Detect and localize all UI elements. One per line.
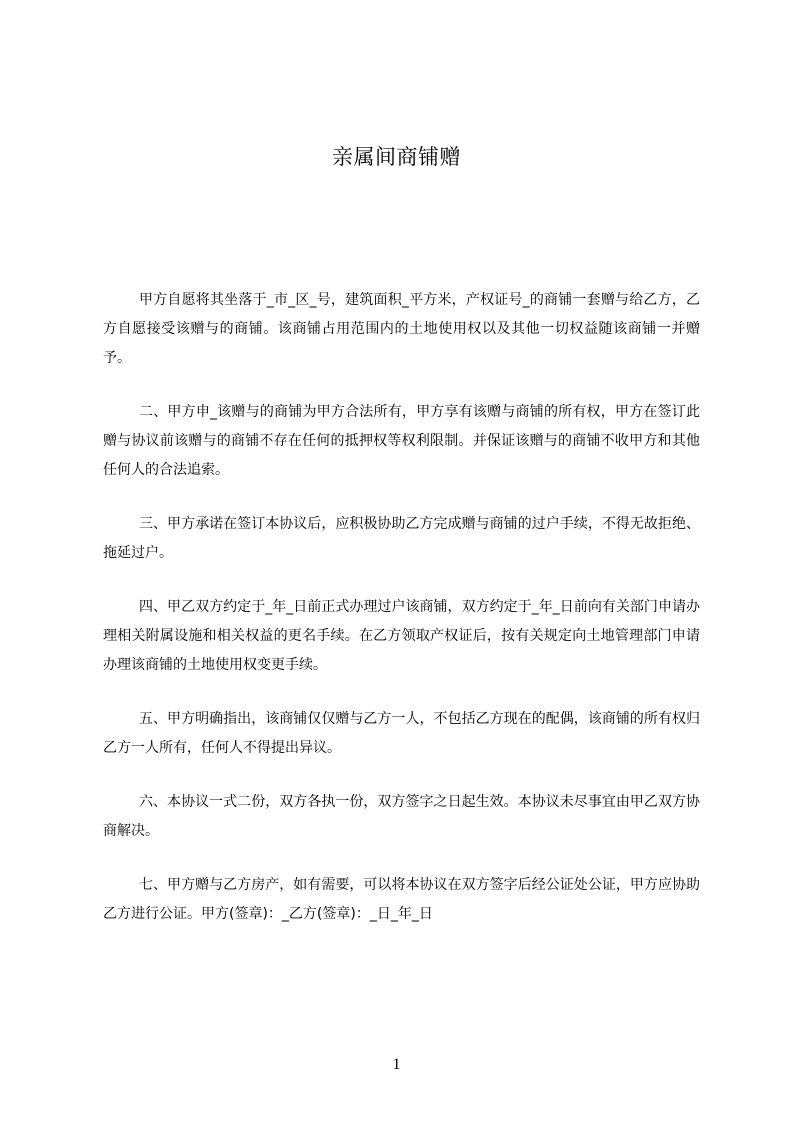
paragraph-2: 二、甲方申_该赠与的商铺为甲方合法所有，甲方享有该赠与商铺的所有权，甲方在签订此赠与协议前该赠与的商铺不存在任何的抵押权等权利限制。并保证该赠与的商铺不收甲方和其他任何人的合法追索。 <box>103 404 700 478</box>
paragraph-1: 甲方自愿将其坐落于_市_区_号，建筑面积_平方米，产权证号_的商铺一套赠与给乙方，乙方自愿接受该赠与的商铺。该商铺占用范围内的土地使用权以及其他一切权益随该商铺一并赠予。 <box>103 292 700 366</box>
page-title: 亲属间商铺赠 <box>332 145 461 169</box>
paragraph-3: 三、甲方承诺在签订本协议后，应积极协助乙方完成赠与商铺的过户手续，不得无故拒绝、拖延过户。 <box>103 516 700 561</box>
paragraph-5: 五、甲方明确指出，该商铺仅仅赠与乙方一人，不包括乙方现在的配偶，该商铺的所有权归乙方一人所有，任何人不得提出异议。 <box>103 711 700 756</box>
paragraph-4: 四、甲乙双方约定于_年_日前正式办理过户该商铺，双方约定于_年_日前向有关部门申请办理相关附属设施和相关权益的更名手续。在乙方领取产权证后，按有关规定向土地管理部门申请办理该商铺的土地使用权变更手续。 <box>103 599 700 673</box>
page-number: 1 <box>392 1056 401 1073</box>
paragraph-7: 七、甲方赠与乙方房产，如有需要，可以将本协议在双方签字后经公证处公证，甲方应协助乙方进行公证。甲方(签章)：_乙方(签章)：_日_年_日 <box>103 877 700 922</box>
document-body <box>103 286 700 954</box>
paragraph-6: 六、本协议一式二份，双方各执一份，双方签字之日起生效。本协议未尽事宜由甲乙双方协商解决。 <box>103 794 700 839</box>
